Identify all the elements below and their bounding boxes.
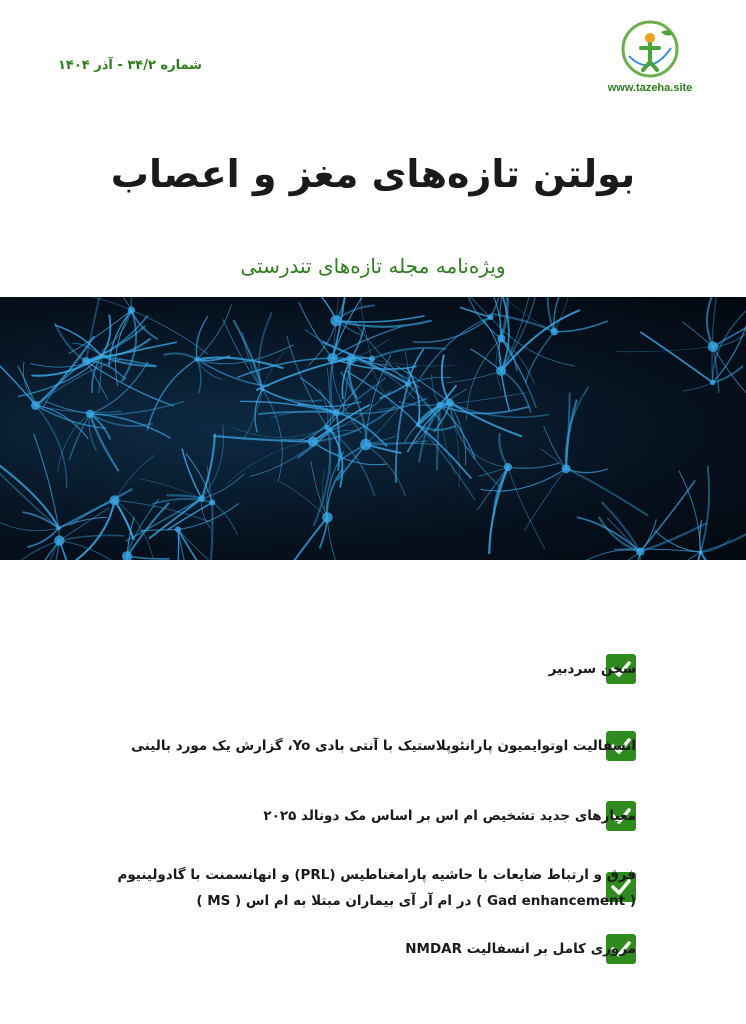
neuron-microscopy-image	[0, 297, 746, 560]
page-subtitle: ویژه‌نامه مجله تازه‌های تندرستی	[240, 254, 506, 278]
health-logo-icon	[619, 18, 681, 80]
page-title: بولتن تازه‌های مغز و اعصاب	[110, 152, 636, 196]
issue-number: شماره ۳۴/۲ - آذر ۱۴۰۴	[58, 58, 202, 73]
logo-block[interactable]	[600, 18, 700, 94]
toc-item-encephalitis-yo[interactable]: انسفالیت اوتوایمیون پارانئوپلاستیک با آنتی بادی Yo، گزارش یک مورد بالینی	[131, 738, 636, 754]
toc-item-prl-gad-line1: فرق و ارتباط ضایعات با حاشیه پارامغناطیس (PRL) و انهانسمنت با گادولینیوم	[117, 867, 636, 883]
site-url[interactable]: www.tazeha.site	[607, 82, 693, 94]
toc-item-mcdonald-criteria[interactable]: معیارهای جدید تشخیص ام اس بر اساس مک دونالد ۲۰۲۵	[263, 808, 636, 824]
toc-item-nmdar[interactable]: مروری کامل بر انسفالیت NMDAR	[405, 941, 636, 957]
toc-item-prl-gad[interactable]	[6, 862, 636, 914]
toc-item-prl-gad-line2: ( Gad enhancement ) در ام آر آی بیماران مبتلا به ام اس ( MS )	[196, 893, 636, 909]
toc-item-editorial[interactable]: سخن سردبیر	[548, 661, 636, 677]
neuron-network-graphic	[0, 297, 746, 560]
